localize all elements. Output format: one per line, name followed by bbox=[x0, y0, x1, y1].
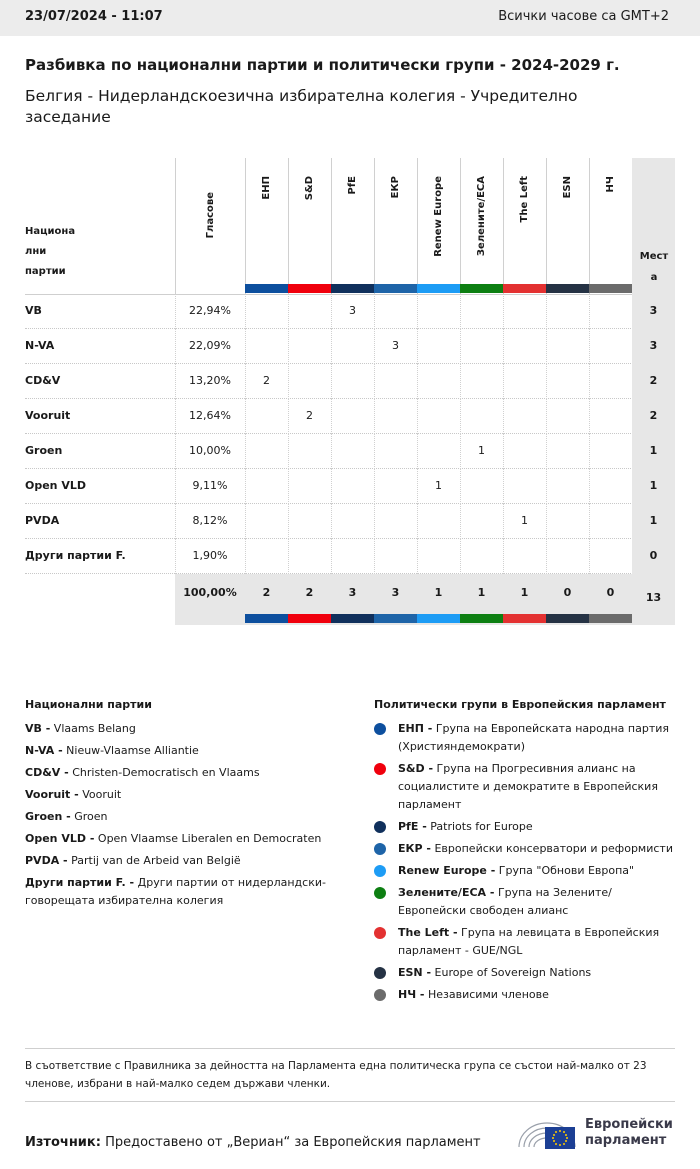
column-divider bbox=[175, 329, 176, 364]
column-divider bbox=[288, 434, 289, 469]
column-divider bbox=[460, 329, 461, 364]
timezone-note: Всички часове са GMT+2 bbox=[498, 9, 669, 24]
vote-share: 8,12% bbox=[192, 514, 228, 527]
column-divider bbox=[374, 504, 375, 539]
group-color-bar bbox=[374, 284, 417, 293]
group-legend-item bbox=[374, 818, 679, 836]
party-name: PVDA bbox=[25, 514, 60, 527]
group-code: The Left - bbox=[398, 926, 458, 939]
group-color-dot-icon bbox=[374, 927, 386, 939]
party-legend-item bbox=[25, 874, 345, 910]
group-seat-count: 1 bbox=[435, 479, 442, 492]
timestamp: 23/07/2024 - 11:07 bbox=[25, 9, 163, 24]
column-divider bbox=[503, 539, 504, 574]
group-total: 1 bbox=[434, 586, 443, 599]
column-divider bbox=[245, 399, 246, 434]
group-seat-count: 3 bbox=[349, 304, 356, 317]
group-column-header: Зелените/ЕСА bbox=[476, 176, 487, 257]
party-name: Open VLD bbox=[25, 479, 86, 492]
column-divider bbox=[374, 539, 375, 574]
group-color-bar bbox=[245, 284, 288, 293]
party-header-line: лни bbox=[25, 246, 47, 257]
logo-line: парламент bbox=[585, 1133, 667, 1148]
party-legend-item bbox=[25, 808, 345, 826]
column-divider bbox=[331, 364, 332, 399]
group-color-bar bbox=[374, 614, 417, 623]
group-full-name: Независими членове bbox=[428, 988, 549, 1001]
group-color-bar bbox=[546, 614, 589, 623]
party-header-line: партии bbox=[25, 266, 66, 277]
seat-count: 2 bbox=[632, 399, 675, 434]
column-divider bbox=[546, 504, 547, 539]
group-total: 0 bbox=[563, 586, 572, 599]
group-full-name: Europe of Sovereign Nations bbox=[434, 966, 592, 979]
group-legend-item bbox=[374, 924, 679, 960]
column-divider bbox=[175, 399, 176, 434]
table-row bbox=[25, 434, 675, 469]
group-seat-count: 2 bbox=[263, 374, 270, 387]
party-code: Groen - bbox=[25, 810, 71, 823]
party-legend-item bbox=[25, 742, 345, 760]
column-divider bbox=[546, 364, 547, 399]
party-name: VB bbox=[25, 304, 42, 317]
group-legend-item bbox=[374, 840, 679, 858]
groups-legend bbox=[374, 698, 679, 1008]
table-row bbox=[25, 469, 675, 504]
column-divider bbox=[589, 329, 590, 364]
group-color-dot-icon bbox=[374, 989, 386, 1001]
divider bbox=[25, 1101, 675, 1102]
column-divider bbox=[589, 469, 590, 504]
totals-row bbox=[175, 574, 675, 625]
column-divider bbox=[460, 158, 461, 294]
column-divider bbox=[546, 434, 547, 469]
column-divider bbox=[288, 329, 289, 364]
column-divider bbox=[331, 399, 332, 434]
table-row bbox=[25, 399, 675, 434]
parliament-emblem-icon bbox=[515, 1113, 579, 1153]
column-divider bbox=[288, 469, 289, 504]
party-full-name: Други партии от нидерландски-говорещата избирателна колегия bbox=[25, 876, 326, 907]
column-divider bbox=[546, 399, 547, 434]
group-column-header: ЕКР bbox=[390, 176, 401, 199]
column-divider bbox=[374, 434, 375, 469]
column-divider bbox=[460, 504, 461, 539]
party-code: Vooruit - bbox=[25, 788, 79, 801]
vote-share: 1,90% bbox=[192, 549, 228, 562]
group-legend-item bbox=[374, 964, 679, 982]
seat-count: 1 bbox=[632, 469, 675, 504]
vote-share: 13,20% bbox=[189, 374, 231, 387]
party-full-name: Vooruit bbox=[82, 788, 122, 801]
page-title: Разбивка по национални партии и политически групи - 2024-2029 г. bbox=[25, 56, 620, 74]
column-divider bbox=[503, 294, 504, 329]
group-total: 1 bbox=[477, 586, 486, 599]
column-divider bbox=[589, 294, 590, 329]
column-divider bbox=[175, 539, 176, 574]
column-divider bbox=[546, 294, 547, 329]
party-code: Други партии F. - bbox=[25, 876, 135, 889]
group-color-bar bbox=[288, 284, 331, 293]
column-divider bbox=[245, 158, 246, 294]
column-divider bbox=[374, 469, 375, 504]
group-color-dot-icon bbox=[374, 887, 386, 899]
column-divider bbox=[288, 158, 289, 294]
column-divider bbox=[589, 158, 590, 294]
party-name: Vooruit bbox=[25, 409, 71, 422]
logo-line: Европейски bbox=[585, 1117, 673, 1132]
group-total: 1 bbox=[520, 586, 529, 599]
party-header-line: Национа bbox=[25, 226, 76, 237]
column-divider bbox=[589, 364, 590, 399]
group-code: PfE - bbox=[398, 820, 427, 833]
group-total: 3 bbox=[348, 586, 357, 599]
group-seat-count: 1 bbox=[478, 444, 485, 457]
votes-column-header: Гласове bbox=[205, 192, 216, 239]
column-divider bbox=[417, 294, 418, 329]
party-full-name: Christen-Democratisch en Vlaams bbox=[72, 766, 260, 779]
group-color-bar bbox=[417, 284, 460, 293]
group-code: ЕКР - bbox=[398, 842, 431, 855]
column-divider bbox=[417, 329, 418, 364]
column-divider bbox=[245, 294, 246, 329]
column-divider bbox=[175, 504, 176, 539]
column-divider bbox=[288, 294, 289, 329]
table-row bbox=[25, 364, 675, 399]
group-column-header: ЕНП bbox=[261, 176, 272, 200]
column-divider bbox=[245, 504, 246, 539]
group-full-name: Група "Обнови Европа" bbox=[498, 864, 635, 877]
party-name: N-VA bbox=[25, 339, 55, 352]
party-legend-item bbox=[25, 720, 345, 738]
divider bbox=[25, 1048, 675, 1049]
column-divider bbox=[417, 399, 418, 434]
seats-header-line: а bbox=[650, 272, 658, 283]
vote-share: 10,00% bbox=[189, 444, 231, 457]
column-divider bbox=[503, 469, 504, 504]
group-color-dot-icon bbox=[374, 821, 386, 833]
table-row bbox=[25, 294, 675, 329]
column-divider bbox=[503, 158, 504, 294]
group-column-header: ESN bbox=[562, 176, 573, 199]
column-divider bbox=[503, 399, 504, 434]
column-divider bbox=[503, 434, 504, 469]
table-row bbox=[25, 539, 675, 574]
group-total: 0 bbox=[606, 586, 615, 599]
column-divider bbox=[460, 294, 461, 329]
group-color-bar bbox=[331, 284, 374, 293]
group-seat-count: 1 bbox=[521, 514, 528, 527]
party-name: Други партии F. bbox=[25, 549, 126, 562]
group-full-name: Група на Прогресивния алианс на социалистите и демократите в Европейския парламент bbox=[398, 762, 658, 811]
source-text: Предоставено от „Вериан“ за Европейския парламент bbox=[105, 1135, 481, 1150]
group-column-header: НЧ bbox=[605, 176, 616, 193]
total-seats: 13 bbox=[645, 591, 662, 604]
column-divider bbox=[589, 539, 590, 574]
column-divider bbox=[417, 434, 418, 469]
group-total: 2 bbox=[305, 586, 314, 599]
column-divider bbox=[589, 434, 590, 469]
party-legend-item bbox=[25, 852, 345, 870]
seats-header-line: Мест bbox=[639, 251, 669, 262]
group-full-name: Група на Зелените/ Европейски свободен алианс bbox=[398, 886, 612, 917]
column-divider bbox=[417, 539, 418, 574]
group-legend-item bbox=[374, 862, 679, 880]
column-divider bbox=[331, 469, 332, 504]
page-subtitle: Белгия - Нидерландскоезична избирателна колегия - Учредително заседание bbox=[25, 87, 578, 126]
table-row bbox=[25, 329, 675, 364]
column-divider bbox=[331, 158, 332, 294]
source-label: Източник: bbox=[25, 1135, 101, 1150]
seat-count: 2 bbox=[632, 364, 675, 399]
group-code: НЧ - bbox=[398, 988, 425, 1001]
column-divider bbox=[374, 364, 375, 399]
group-color-bar bbox=[546, 284, 589, 293]
group-color-dot-icon bbox=[374, 763, 386, 775]
party-legend-item bbox=[25, 830, 345, 848]
group-seat-count: 3 bbox=[392, 339, 399, 352]
group-color-dot-icon bbox=[374, 723, 386, 735]
group-color-bar bbox=[589, 614, 632, 623]
column-divider bbox=[245, 329, 246, 364]
group-legend-item bbox=[374, 760, 679, 814]
party-code: Open VLD - bbox=[25, 832, 95, 845]
group-color-bar bbox=[331, 614, 374, 623]
group-column-header: S&D bbox=[304, 176, 315, 201]
column-divider bbox=[460, 539, 461, 574]
column-divider bbox=[175, 158, 176, 294]
group-color-bar bbox=[245, 614, 288, 623]
column-divider bbox=[503, 329, 504, 364]
seat-count: 3 bbox=[632, 294, 675, 329]
table-row bbox=[25, 504, 675, 539]
group-color-bar bbox=[589, 284, 632, 293]
column-divider bbox=[331, 539, 332, 574]
party-code: N-VA - bbox=[25, 744, 63, 757]
group-color-dot-icon bbox=[374, 967, 386, 979]
seat-count: 1 bbox=[632, 434, 675, 469]
column-divider bbox=[417, 504, 418, 539]
column-divider bbox=[503, 364, 504, 399]
party-name: Groen bbox=[25, 444, 63, 457]
party-column-header bbox=[25, 158, 175, 294]
column-divider bbox=[245, 469, 246, 504]
column-divider bbox=[546, 329, 547, 364]
parties-legend bbox=[25, 698, 345, 914]
column-divider bbox=[460, 364, 461, 399]
column-divider bbox=[175, 294, 176, 329]
column-divider bbox=[589, 399, 590, 434]
group-legend-item bbox=[374, 986, 679, 1004]
group-color-bar bbox=[460, 284, 503, 293]
column-divider bbox=[589, 504, 590, 539]
group-column-header: The Left bbox=[519, 176, 530, 223]
party-name: CD&V bbox=[25, 374, 61, 387]
group-full-name: Европейски консерватори и реформисти bbox=[434, 842, 673, 855]
group-color-dot-icon bbox=[374, 843, 386, 855]
groups-legend-title: Политически групи в Европейския парламент bbox=[374, 698, 666, 711]
party-full-name: Partij van de Arbeid van België bbox=[71, 854, 241, 867]
seat-count: 1 bbox=[632, 504, 675, 539]
column-divider bbox=[374, 399, 375, 434]
parties-legend-title: Национални партии bbox=[25, 698, 152, 711]
group-color-bar bbox=[417, 614, 460, 623]
column-divider bbox=[460, 469, 461, 504]
group-seat-count: 2 bbox=[306, 409, 313, 422]
column-divider bbox=[331, 434, 332, 469]
seat-count: 0 bbox=[632, 539, 675, 574]
group-full-name: Група на левицата в Европейския парламент - GUE/NGL bbox=[398, 926, 660, 957]
vote-share: 22,94% bbox=[189, 304, 231, 317]
group-code: ЕНП - bbox=[398, 722, 433, 735]
group-code: ESN - bbox=[398, 966, 432, 979]
party-code: CD&V - bbox=[25, 766, 69, 779]
rules-note: В съответствие с Правилника за дейността на Парламента една политическа група се състои най-малко от 23 членове, избрани в най-малко седем държави членки. bbox=[25, 1060, 647, 1090]
column-divider bbox=[175, 469, 176, 504]
column-divider bbox=[417, 158, 418, 294]
group-column-header: Renew Europe bbox=[433, 176, 444, 257]
group-color-dot-icon bbox=[374, 865, 386, 877]
column-divider bbox=[331, 329, 332, 364]
party-full-name: Groen bbox=[74, 810, 108, 823]
column-divider bbox=[374, 294, 375, 329]
seat-count: 3 bbox=[632, 329, 675, 364]
group-legend-item bbox=[374, 884, 679, 920]
top-bar bbox=[0, 0, 700, 36]
seats-column-header bbox=[632, 158, 675, 294]
group-total: 3 bbox=[391, 586, 400, 599]
party-legend-item bbox=[25, 786, 345, 804]
group-total: 2 bbox=[262, 586, 271, 599]
column-divider bbox=[175, 364, 176, 399]
group-full-name: Група на Европейската народна партия (Християндемократи) bbox=[398, 722, 669, 753]
party-full-name: Nieuw-Vlaamse Alliantie bbox=[66, 744, 199, 757]
group-code: Renew Europe - bbox=[398, 864, 496, 877]
vote-share: 22,09% bbox=[189, 339, 231, 352]
total-votes: 100,00% bbox=[183, 586, 237, 599]
column-divider bbox=[288, 364, 289, 399]
vote-share: 9,11% bbox=[192, 479, 228, 492]
column-divider bbox=[245, 434, 246, 469]
party-code: VB - bbox=[25, 722, 51, 735]
results-table bbox=[25, 158, 675, 625]
party-legend-item bbox=[25, 764, 345, 782]
column-divider bbox=[546, 158, 547, 294]
group-legend-item bbox=[374, 720, 679, 756]
column-divider bbox=[374, 158, 375, 294]
party-full-name: Open Vlaamse Liberalen en Democraten bbox=[97, 832, 322, 845]
ep-logo bbox=[515, 1113, 680, 1153]
column-divider bbox=[288, 504, 289, 539]
column-divider bbox=[175, 434, 176, 469]
party-code: PVDA - bbox=[25, 854, 68, 867]
column-divider bbox=[460, 399, 461, 434]
column-divider bbox=[546, 539, 547, 574]
group-color-bar bbox=[288, 614, 331, 623]
source-line bbox=[25, 1135, 481, 1150]
column-divider bbox=[417, 364, 418, 399]
vote-share: 12,64% bbox=[189, 409, 231, 422]
column-divider bbox=[288, 539, 289, 574]
group-color-bar bbox=[503, 614, 546, 623]
group-color-bar bbox=[503, 284, 546, 293]
group-column-header: PfE bbox=[347, 176, 358, 195]
column-divider bbox=[331, 504, 332, 539]
group-color-bar bbox=[460, 614, 503, 623]
group-code: Зелените/ЕСА - bbox=[398, 886, 495, 899]
group-code: S&D - bbox=[398, 762, 434, 775]
column-divider bbox=[245, 539, 246, 574]
column-divider bbox=[546, 469, 547, 504]
group-full-name: Patriots for Europe bbox=[430, 820, 533, 833]
party-full-name: Vlaams Belang bbox=[53, 722, 136, 735]
